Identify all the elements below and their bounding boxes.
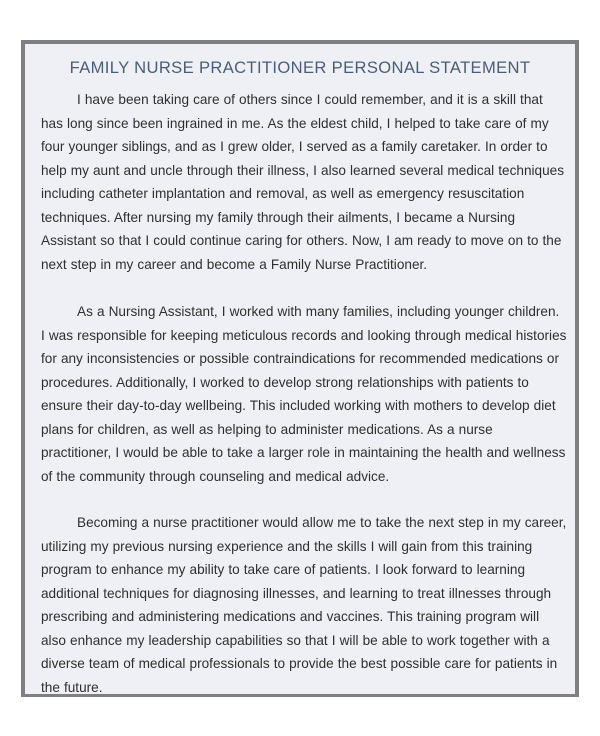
paragraph-3: Becoming a nurse practitioner would allow me to take the next step in my career, utilizing my previous nursing experience and the skills I will gain from this training program to enhance my ability to take care of patients. I look forward to learning additional techniques for diagnosing illnesses, and learning to treat illnesses through prescribing and administering medications and vaccines. This training program will also enhance my leadership capabilities so that I will be able to work together with a diverse team of medical professionals to provide the best possible care for patients in the future. — [41, 515, 567, 695]
document-title: FAMILY NURSE PRACTITIONER PERSONAL STATEMENT — [69, 58, 531, 77]
statement-document — [21, 40, 579, 697]
paragraph-1: I have been taking care of others since I could remember, and it is a skill that has long since been ingrained in me. As the eldest child, I helped to take care of my four younger siblings, and as I grew older, I served as a family caretaker. In order to help my aunt and uncle through their illness, I also learned several medical techniques including catheter implantation and removal, as well as emergency resuscitation techniques. After nursing my family through their ailments, I became a Nursing Assistant so that I could continue caring for others. Now, I am ready to move on to the next step in my career and become a Family Nurse Practitioner. — [41, 92, 565, 272]
paragraph-2: As a Nursing Assistant, I worked with many families, including younger children. I was responsible for keeping meticulous records and looking through medical histories for any inconsistencies or possible contraindications for recommended medications or procedures. Additionally, I worked to develop strong relationships with patients to ensure their day-to-day wellbeing. This included working with mothers to develop diet plans for children, as well as helping to administer medications. As a nurse practitioner, I would be able to take a larger role in maintaining the health and wellness of the community through counseling and medical advice. — [41, 304, 567, 484]
